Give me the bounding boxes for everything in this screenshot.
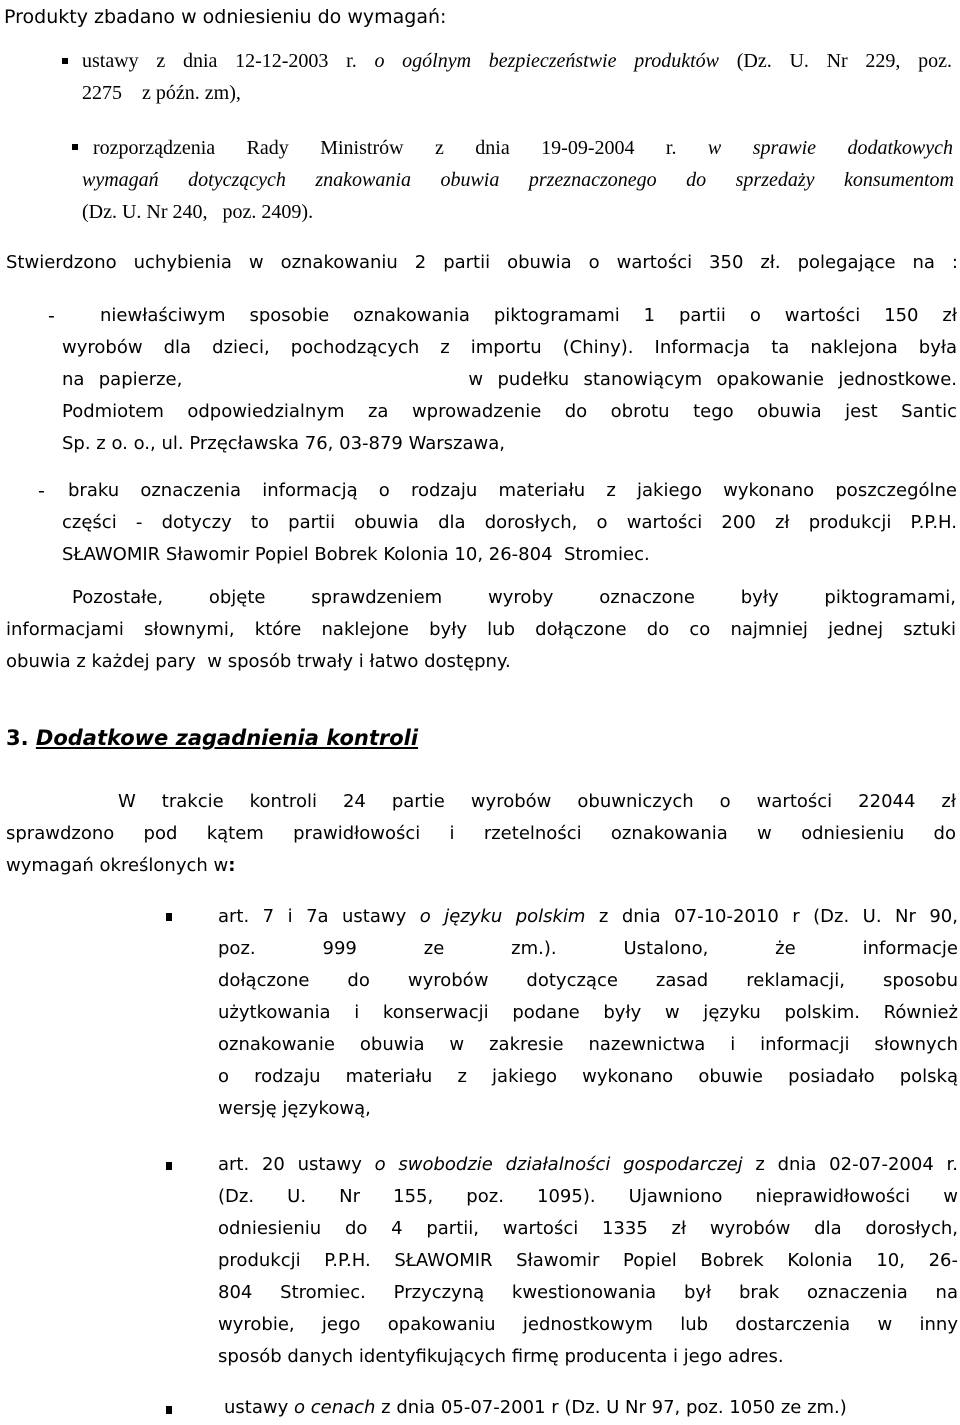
bullet-regulation-line-3: (Dz. U. Nr 240, poz. 2409). [82,201,314,223]
art20-line-2: (Dz. U. Nr 155, poz. 1095). Ujawniono nieprawidłowości w [218,1186,958,1207]
art7-line-2: poz. 999 ze zm.). Ustalono, że informacje [218,938,958,959]
bullet-law-safety-line-1: ustawy z dnia 12-12-2003 r. o ogólnym bezpieczeństwie produktów (Dz. U. Nr 229, poz. [82,50,953,72]
dash-item-pictograms-line-3: na papierze, w pudełku stanowiącym opakowanie jednostkowe. [62,369,957,390]
bullet-law-safety [82,45,952,109]
section-number: 3. [6,726,36,750]
finding-summary: Stwierdzono uchybienia w oznakowaniu 2 partii obuwia o wartości 350 zł. polegające na : [6,252,958,273]
dash-item-material-line-3: SŁAWOMIR Sławomir Popiel Bobrek Kolonia 10, 26-804 Stromiec. [62,544,650,565]
control-line-2: sprawdzono pod kątem prawidłowości i rzetelności oznakowania w odniesieniu do [6,823,956,844]
dash-item-pictograms-line-4: Podmiotem odpowiedzialnym za wprowadzenie do obrotu tego obuwia jest Santic [62,401,957,422]
dash-marker: - [38,480,45,502]
control-line-3: wymagań określonych w: [6,855,236,876]
bullet-law-safety-line-2: 2275 z późn. zm), [82,82,241,104]
bullet-square-icon [166,1406,172,1414]
bullet-square-icon [166,913,172,921]
bullet-regulation-line-1: rozporządzenia Rady Ministrów z dnia 19-09-2004 r. w sprawie dodatkowych [93,137,953,159]
remaining-line-1: Pozostałe, objęte sprawdzeniem wyroby oznaczone były piktogramami, [72,587,956,608]
art20-line-6: wyrobie, jego opakowaniu jednostkowym lub dostarczenia w inny [218,1314,958,1335]
prices-line-1: ustawy o cenach z dnia 05-07-2001 r (Dz. U Nr 97, poz. 1050 ze zm.) [224,1397,847,1418]
remaining-line-3: obuwia z każdej pary w sposób trwały i łatwo dostępny. [6,651,511,672]
control-paragraph [6,786,956,882]
control-line-1: W trakcie kontroli 24 partie wyrobów obuwniczych o wartości 22044 zł [118,791,956,812]
bullet-regulation-cont [82,164,954,228]
art7-line-4: użytkowania i konserwacji podane były w języku polskim. Również [218,1002,958,1023]
intro-title: Produkty zbadano w odniesieniu do wymagań: [4,6,447,28]
dash-item-material-line-1: braku oznaczenia informacją o rodzaju materiału z jakiego wykonano poszczególne [68,480,957,501]
bullet-square-icon [62,58,68,64]
bullet-square-icon [166,1162,172,1170]
art7-line-7: wersję językową, [218,1098,371,1119]
dash-item-pictograms-line-1: niewłaściwym sposobie oznakowania piktogramami 1 partii o wartości 150 zł [100,305,957,326]
section-title: Dodatkowe zagadnienia kontroli [35,726,419,750]
dash-item-pictograms-line-5: Sp. z o. o., ul. Przęcławska 76, 03-879 Warszawa, [62,433,506,454]
dash-item-pictograms [62,300,957,460]
remaining-line-2: informacjami słownymi, które naklejone były lub dołączone do co najmniej jednej sztuki [6,619,956,640]
bullet-square-icon [72,144,78,150]
art20-line-1: art. 20 ustawy o swobodzie działalności gospodarczej z dnia 02-07-2004 r. [218,1154,959,1175]
section-heading [6,722,418,754]
bullet-art20 [218,1149,958,1373]
bullet-art7 [218,901,958,1125]
bullet-prices [224,1392,958,1424]
dash-item-material-line-2: części - dotyczy to partii obuwia dla dorosłych, o wartości 200 zł produkcji P.P.H. [62,512,957,533]
art20-line-5: 804 Stromiec. Przyczyną kwestionowania był brak oznaczenia na [218,1282,958,1303]
remaining-products-paragraph [6,582,956,678]
dash-item-material [62,475,957,571]
bullet-regulation-line-2: wymagań dotyczących znakowania obuwia przeznaczonego do sprzedaży konsumentom [82,169,954,191]
art20-line-7: sposób danych identyfikujących firmę producenta i jego adres. [218,1346,784,1367]
dash-item-pictograms-line-2: wyrobów dla dzieci, pochodzących z importu (Chiny). Informacja ta naklejona była [62,337,957,358]
bullet-regulation [93,132,953,164]
art7-line-6: o rodzaju materiału z jakiego wykonano obuwie posiadało polską [218,1066,958,1087]
dash-marker: - [48,305,55,327]
art7-line-5: oznakowanie obuwia w zakresie nazewnictwa i informacji słownych [218,1034,958,1055]
art7-line-1: art. 7 i 7a ustawy o języku polskim z dnia 07-10-2010 r (Dz. U. Nr 90, [218,906,958,927]
art7-line-3: dołączone do wyrobów dotyczące zasad reklamacji, sposobu [218,970,958,991]
art20-line-3: odniesieniu do 4 partii, wartości 1335 zł wyrobów dla dorosłych, [218,1218,958,1239]
art20-line-4: produkcji P.P.H. SŁAWOMIR Sławomir Popiel Bobrek Kolonia 10, 26- [218,1250,958,1271]
